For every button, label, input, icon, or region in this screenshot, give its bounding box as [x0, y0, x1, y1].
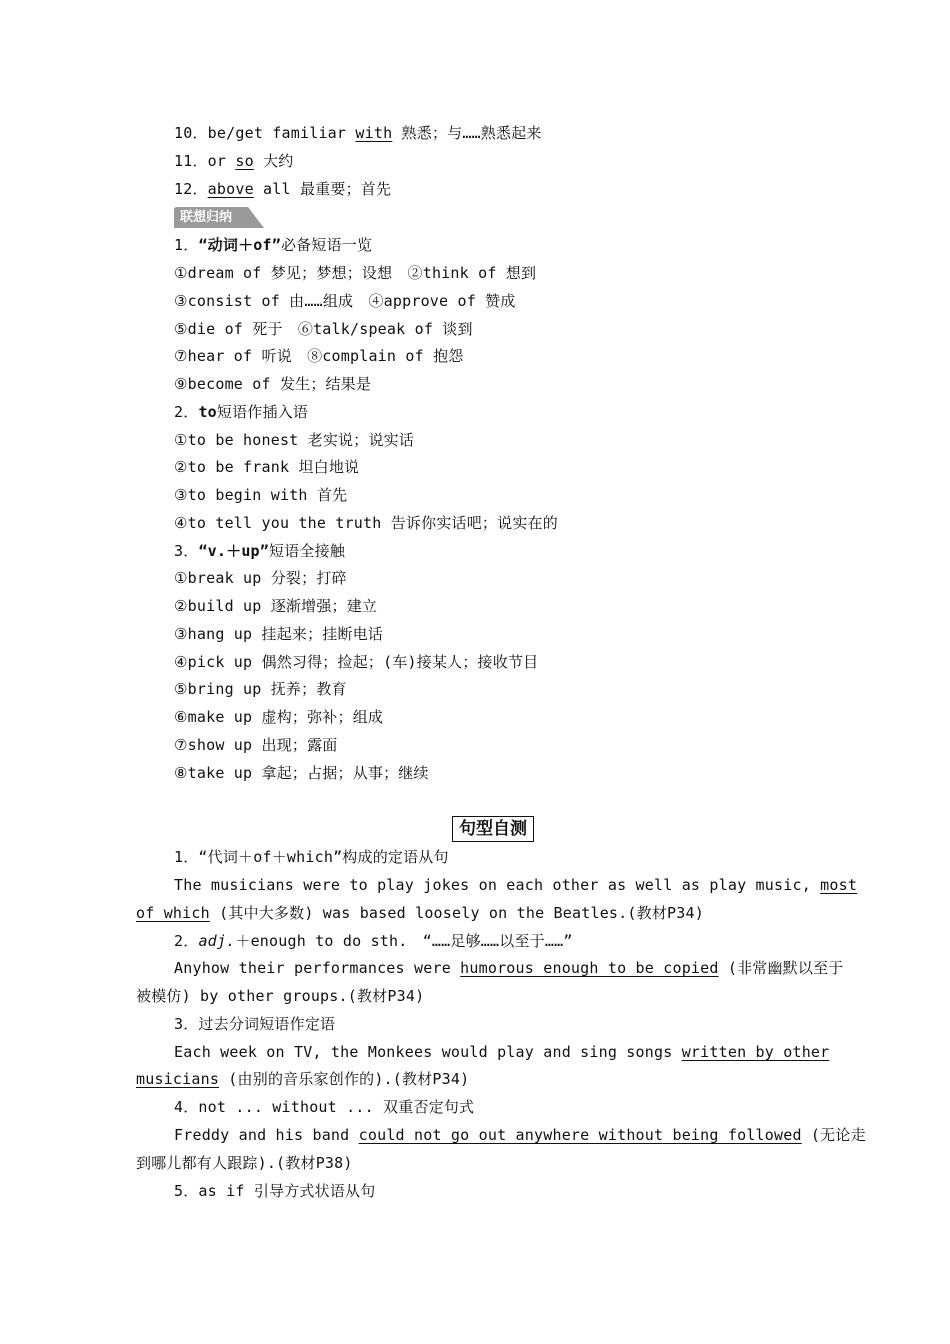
list-item: ③hang up 挂起来；挂断电话 [174, 625, 384, 643]
meaning-text: 熟悉；与……熟悉起来 [392, 124, 542, 142]
item-number: 11． [174, 152, 208, 170]
answer-blank: with [355, 124, 393, 142]
group-1-title [174, 234, 372, 256]
sentence-2-line-1 [136, 957, 844, 979]
sentence-text: The musicians were to play jokes on each other as well as play music, [174, 876, 821, 894]
sentence-3-line-2 [136, 1068, 816, 1090]
group-title-bold: “v.＋up” [198, 542, 270, 560]
sentence-text: (由别的音乐家创作的).(教材P34) [219, 1070, 470, 1088]
phrase-text: be/get familiar [207, 124, 356, 142]
sentence-3-heading: 3．过去分词短语作定语 [174, 1015, 336, 1033]
group-title-text: 短语全接触 [269, 542, 346, 560]
answer-blank: most [820, 876, 858, 894]
sentence-4-line-2: 到哪儿都有人跟踪).(教材P38) [136, 1154, 353, 1172]
group-title-bold: to [198, 403, 217, 421]
tag-label: 联想归纳 [180, 210, 233, 225]
sentence-text: (无论走 [801, 1126, 866, 1144]
answer-blank: musicians [136, 1070, 220, 1088]
list-item: ⑤die of 死于 ⑥talk/speak of 谈到 [174, 320, 473, 338]
list-item: ⑨become of 发生；结果是 [174, 375, 372, 393]
group-3-title [174, 540, 345, 562]
sentence-1-line-1 [136, 874, 858, 896]
sentence-3-line-1 [136, 1041, 830, 1063]
sentence-text: Anyhow their performances were [174, 959, 461, 977]
item-number: 2． [174, 932, 199, 950]
heading-text: ＋enough to do sth. “……足够……以至于……” [235, 932, 573, 950]
group-number: 1． [174, 236, 199, 254]
answer-blank: humorous enough to be copied [460, 959, 719, 977]
group-number: 2． [174, 403, 199, 421]
vocab-line-11 [174, 150, 293, 172]
list-item: ⑦hear of 听说 ⑧complain of 抱怨 [174, 347, 464, 365]
group-title-text: 短语作插入语 [216, 403, 309, 421]
sentence-5-heading: 5．as if 引导方式状语从句 [174, 1182, 376, 1200]
answer-blank: of which [136, 904, 210, 922]
list-item: ③consist of 由……组成 ④approve of 赞成 [174, 292, 516, 310]
sentence-1-heading: 1．“代词＋of＋which”构成的定语从句 [174, 848, 449, 866]
phrase-text: or [207, 152, 236, 170]
sentence-2-heading [174, 930, 573, 952]
sentence-4-heading: 4．not ... without ... 双重否定句式 [174, 1098, 475, 1116]
group-number: 3． [174, 542, 199, 560]
list-item: ⑤bring up 抚养；教育 [174, 680, 347, 698]
item-number: 12． [174, 180, 208, 198]
meaning-text: all 最重要；首先 [253, 180, 392, 198]
section-title: 句型自测 [452, 816, 534, 842]
sentence-text: (非常幽默以至于 [718, 959, 844, 977]
list-item: ④to tell you the truth 告诉你实话吧；说实在的 [174, 514, 558, 532]
meaning-text: 大约 [253, 152, 294, 170]
group-2-title [174, 401, 308, 423]
adj-abbrev: adj. [198, 932, 236, 950]
sentence-text: Freddy and his band [174, 1126, 359, 1144]
sentence-text: Each week on TV, the Monkees would play and sing songs [174, 1043, 682, 1061]
list-item: ②build up 逐渐增强；建立 [174, 597, 378, 615]
vocab-line-10 [174, 122, 542, 144]
list-item: ⑥make up 虚构；弥补；组成 [174, 708, 384, 726]
list-item: ①dream of 梦见；梦想；设想 ②think of 想到 [174, 264, 537, 282]
answer-blank: above [207, 180, 254, 198]
vocab-line-12 [174, 178, 391, 200]
list-item: ③to begin with 首先 [174, 486, 348, 504]
sentence-2-line-2: 被模仿) by other groups.(教材P34) [136, 987, 425, 1005]
answer-blank: written by other [681, 1043, 830, 1061]
list-item: ⑧take up 拿起；占据；从事；继续 [174, 764, 429, 782]
section-tag [174, 207, 264, 228]
answer-blank: could not go out anywhere without being followed [358, 1126, 802, 1144]
list-item: ④pick up 偶然习得；捡起；(车)接某人；接收节目 [174, 653, 539, 671]
group-title-text: 必备短语一览 [280, 236, 373, 254]
sentence-text: (其中大多数) was based loosely on the Beatles.(教材P34) [209, 904, 704, 922]
item-number: 10． [174, 124, 208, 142]
answer-blank: so [235, 152, 254, 170]
list-item: ⑦show up 出现；露面 [174, 736, 338, 754]
list-item: ①to be honest 老实说；说实话 [174, 431, 415, 449]
group-title-bold: “动词＋of” [198, 236, 281, 254]
sentence-4-line-1 [136, 1124, 866, 1146]
list-item: ②to be frank 坦白地说 [174, 458, 360, 476]
sentence-1-line-2 [136, 902, 816, 924]
list-item: ①break up 分裂；打碎 [174, 569, 347, 587]
